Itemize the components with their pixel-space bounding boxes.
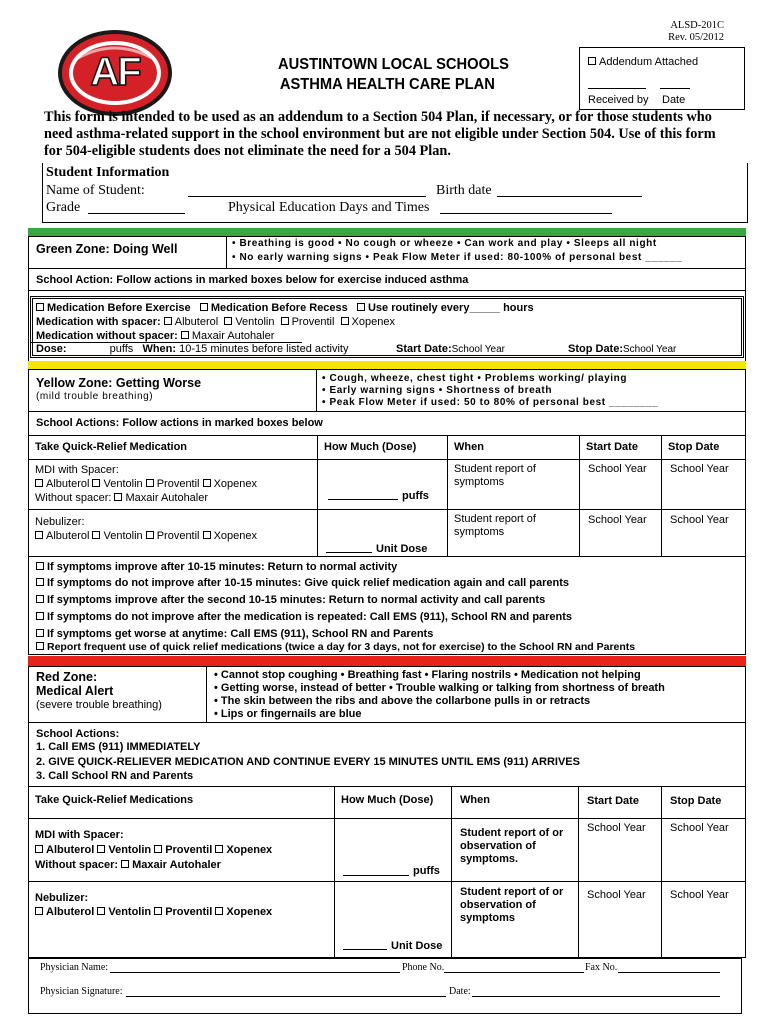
- red-actions-heading: School Actions:: [36, 728, 120, 740]
- yellow-neb-ventolin-checkbox[interactable]: [92, 531, 100, 539]
- red-action-2: 2. GIVE QUICK-RELIEVER MEDICATION AND CONTINUE EVERY 15 MINUTES UNTIL EMS (911) ARRIVES: [36, 756, 580, 768]
- yellow-neb-albuterol-checkbox[interactable]: [35, 531, 43, 539]
- green-rule-2: [28, 290, 746, 291]
- green-med-row-4: Dose: puffs When: 10-15 minutes before listed activity: [36, 343, 349, 355]
- physician-name-label: Physician Name:: [40, 962, 109, 973]
- logo-letters: AF: [90, 50, 140, 94]
- red-zone-alert: Medical Alert: [36, 684, 114, 698]
- yellow-step-4: If symptoms do not improve after the medication is repeated: Call EMS (911), School RN and parents: [36, 611, 572, 623]
- routine-checkbox[interactable]: [357, 303, 365, 311]
- green-symptoms-2: • No early warning signs • Peak Flow Meter if used: 80-100% of personal best ______: [232, 252, 683, 263]
- red-col-med: Take Quick-Relief Medications: [28, 786, 335, 819]
- yellow-col-stop: Stop Date: [661, 435, 746, 460]
- step1-checkbox[interactable]: [36, 562, 44, 570]
- pe-label: Physical Education Days and Times: [228, 200, 430, 215]
- red-zone-subtitle: (severe trouble breathing): [36, 699, 162, 711]
- title-block: [278, 55, 509, 95]
- yellow-zone-title: Yellow Zone: Getting Worse: [36, 376, 202, 390]
- green-med-row-1: Medication Before Exercise Medication Before Recess Use routinely every_____ hours: [36, 302, 534, 314]
- fax-label: Fax No.: [585, 962, 618, 973]
- red-zone-bar: [28, 656, 746, 666]
- signature-date-label: Date:: [449, 986, 471, 997]
- red-mdi-cell: MDI with Spacer: Albuterol Ventolin Proventil Xopenex Without spacer: Maxair Autohaler: [28, 818, 335, 882]
- red-unit-dose-field[interactable]: [343, 949, 387, 950]
- red-neb-xopenex-checkbox[interactable]: [215, 907, 223, 915]
- plan-title: ASTHMA HEALTH CARE PLAN: [279, 76, 495, 93]
- pe-field[interactable]: [440, 213, 612, 214]
- yellow-xopenex-checkbox[interactable]: [203, 479, 211, 487]
- yellow-neb-cell: Nebulizer: Albuterol Ventolin Proventil Xopenex: [28, 509, 318, 557]
- green-xopenex-checkbox[interactable]: [341, 317, 349, 325]
- red-puffs-field[interactable]: [343, 875, 409, 876]
- student-name-field[interactable]: [188, 196, 426, 197]
- step3-checkbox[interactable]: [36, 595, 44, 603]
- green-proventil-checkbox[interactable]: [281, 317, 289, 325]
- school-name: AUSTINTOWN LOCAL SCHOOLS: [278, 56, 509, 73]
- green-med-row-3: Medication without spacer: Maxair Autohaler: [36, 330, 275, 342]
- green-med-row-2: Medication with spacer: Albuterol Ventolin Proventil Xopenex: [36, 316, 395, 328]
- red-neb-when: Student report of or observation of symptoms: [451, 881, 579, 958]
- red-neb-dose: Unit Dose: [334, 881, 452, 958]
- before-recess-checkbox[interactable]: [200, 303, 208, 311]
- red-neb-ventolin-checkbox[interactable]: [97, 907, 105, 915]
- yellow-step-3: If symptoms improve after the second 10-15 minutes: Return to normal activity and call parents: [36, 594, 545, 606]
- step2-checkbox[interactable]: [36, 578, 44, 586]
- red-mdi-start: School Year: [578, 818, 662, 882]
- addendum-attached: Addendum Attached: [588, 56, 698, 68]
- yellow-col-med: Take Quick-Relief Medication: [28, 435, 318, 460]
- green-start-date: Start Date:School Year: [396, 343, 506, 355]
- yellow-mdi-start: School Year: [579, 459, 662, 510]
- red-neb-cell: Nebulizer: Albuterol Ventolin Proventil Xopenex: [28, 881, 335, 958]
- birth-date-label: Birth date: [436, 183, 492, 198]
- physician-box: [28, 958, 742, 1014]
- yellow-step-6: Report frequent use of quick relief medications (twice a day for 3 days, not for exercise) to the School RN and Parents: [36, 641, 635, 653]
- green-action: School Action: Follow actions in marked boxes below for exercise induced asthma: [36, 274, 469, 286]
- green-albuterol-checkbox[interactable]: [164, 317, 172, 325]
- yellow-neb-dose: Unit Dose: [317, 509, 448, 557]
- grade-label: Grade: [46, 200, 81, 215]
- received-by-label: Received by: [588, 94, 649, 106]
- green-divider: [226, 236, 227, 268]
- yellow-puffs-field[interactable]: [328, 499, 398, 500]
- yellow-action: School Actions: Follow actions in marked boxes below: [36, 417, 323, 429]
- green-zone-bar: [28, 228, 746, 236]
- yellow-step-5: If symptoms get worse at anytime: Call EMS (911), School RN and Parents: [36, 628, 433, 640]
- yellow-step-1: If symptoms improve after 10-15 minutes: Return to normal activity: [36, 561, 397, 573]
- yellow-mdi-cell: MDI with Spacer: Albuterol Ventolin Proventil Xopenex Without spacer: Maxair Autohaler: [28, 459, 318, 510]
- yellow-proventil-checkbox[interactable]: [146, 479, 154, 487]
- yellow-mdi-stop: School Year: [661, 459, 746, 510]
- yellow-divider: [316, 369, 317, 411]
- student-name-row: Name of Student:: [46, 183, 145, 198]
- fax-field[interactable]: [618, 972, 720, 973]
- school-logo: [56, 28, 174, 118]
- red-col-dose: How Much (Dose): [334, 786, 452, 819]
- birth-date-field[interactable]: [497, 196, 642, 197]
- signature-field[interactable]: [126, 996, 446, 997]
- form-code: [668, 20, 724, 44]
- red-mdi-when: Student report of or observation of symptoms.: [451, 818, 579, 882]
- red-action-3: 3. Call School RN and Parents: [36, 770, 194, 782]
- yellow-symptoms-2: • Early warning signs • Shortness of breath: [322, 385, 553, 396]
- yellow-col-start: Start Date: [579, 435, 662, 460]
- signature-date-field[interactable]: [472, 996, 720, 997]
- yellow-albuterol-checkbox[interactable]: [35, 479, 43, 487]
- yellow-unit-dose-field[interactable]: [326, 552, 372, 553]
- red-col-stop: Stop Date: [661, 786, 746, 819]
- before-exercise-checkbox[interactable]: [36, 303, 44, 311]
- yellow-zone-subtitle: (mild trouble breathing): [36, 391, 154, 402]
- received-date-label: Date: [662, 94, 686, 106]
- step4-checkbox[interactable]: [36, 612, 44, 620]
- yellow-zone-bar: [28, 361, 746, 369]
- revision-text: Rev. 05/2012: [668, 32, 724, 43]
- red-divider: [206, 666, 207, 722]
- red-col-when: When: [451, 786, 579, 819]
- red-ventolin-checkbox[interactable]: [97, 845, 105, 853]
- red-proventil-checkbox[interactable]: [154, 845, 162, 853]
- physician-name-field[interactable]: [110, 972, 400, 973]
- red-neb-albuterol-checkbox[interactable]: [35, 907, 43, 915]
- red-symptoms-3: • The skin between the ribs and above the collarbone pulls in or retracts: [214, 695, 591, 707]
- received-by-line[interactable]: [588, 88, 646, 89]
- yellow-rule: [28, 411, 746, 412]
- yellow-neb-when: Student report of symptoms: [447, 509, 580, 557]
- yellow-neb-xopenex-checkbox[interactable]: [203, 531, 211, 539]
- yellow-symptoms-3: • Peak Flow Meter if used: 50 to 80% of personal best ________: [322, 397, 659, 408]
- red-symptoms-1: • Cannot stop coughing • Breathing fast • Flaring nostrils • Medication not helping: [214, 669, 641, 681]
- physician-signature-label: Physician Signature:: [40, 986, 123, 997]
- step6-checkbox[interactable]: [36, 642, 44, 650]
- red-rule: [28, 722, 746, 723]
- yellow-ventolin-checkbox[interactable]: [92, 479, 100, 487]
- student-info-heading: Student Information: [46, 165, 170, 180]
- yellow-mdi-when: Student report of symptoms: [447, 459, 580, 510]
- red-zone-title: Red Zone:: [36, 670, 98, 684]
- red-symptoms-2: • Getting worse, instead of better • Trouble walking or talking from shortness of breath: [214, 682, 665, 694]
- yellow-neb-stop: School Year: [661, 509, 746, 557]
- green-symptoms-1: • Breathing is good • No cough or wheeze • Can work and play • Sleeps all night: [232, 238, 657, 249]
- red-neb-start: School Year: [578, 881, 662, 958]
- red-symptoms-4: • Lips or fingernails are blue: [214, 708, 362, 720]
- yellow-neb-proventil-checkbox[interactable]: [146, 531, 154, 539]
- red-neb-proventil-checkbox[interactable]: [154, 907, 162, 915]
- yellow-col-when: When: [447, 435, 580, 460]
- red-action-1: 1. Call EMS (911) IMMEDIATELY: [36, 741, 201, 753]
- green-zone-title: Green Zone: Doing Well: [36, 242, 178, 256]
- green-stop-date: Stop Date:School Year: [568, 343, 677, 355]
- grade-field[interactable]: [88, 213, 185, 214]
- phone-field[interactable]: [444, 972, 584, 973]
- red-maxair-checkbox[interactable]: [121, 860, 129, 868]
- phone-label: Phone No.: [402, 962, 445, 973]
- addendum-box: [579, 47, 745, 110]
- intro-paragraph: This form is intended to be used as an addendum to a Section 504 Plan, if necessary, or for those students who need asthma-related support in the school environment but are not eligible under Section 504. Use of this form for 504-eligible students does not eliminate the need for a 504 Plan.: [44, 109, 716, 159]
- red-xopenex-checkbox[interactable]: [215, 845, 223, 853]
- red-albuterol-checkbox[interactable]: [35, 845, 43, 853]
- green-ventolin-checkbox[interactable]: [224, 317, 232, 325]
- form-code-text: ALSD-201C: [670, 20, 724, 31]
- yellow-maxair-checkbox[interactable]: [114, 493, 122, 501]
- red-mdi-stop: School Year: [661, 818, 746, 882]
- received-date-line[interactable]: [660, 88, 690, 89]
- yellow-col-dose: How Much (Dose): [317, 435, 448, 460]
- green-rule: [28, 268, 746, 269]
- red-neb-stop: School Year: [661, 881, 746, 958]
- yellow-neb-start: School Year: [579, 509, 662, 557]
- addendum-checkbox[interactable]: [588, 57, 596, 65]
- yellow-mdi-dose: puffs: [317, 459, 448, 510]
- step5-checkbox[interactable]: [36, 629, 44, 637]
- yellow-step-2: If symptoms do not improve after 10-15 minutes: Give quick relief medication again and call parents: [36, 577, 569, 589]
- green-maxair-checkbox[interactable]: [181, 331, 189, 339]
- red-mdi-dose: puffs: [334, 818, 452, 882]
- yellow-symptoms-1: • Cough, wheeze, chest tight • Problems working/ playing: [322, 373, 628, 384]
- red-col-start: Start Date: [578, 786, 662, 819]
